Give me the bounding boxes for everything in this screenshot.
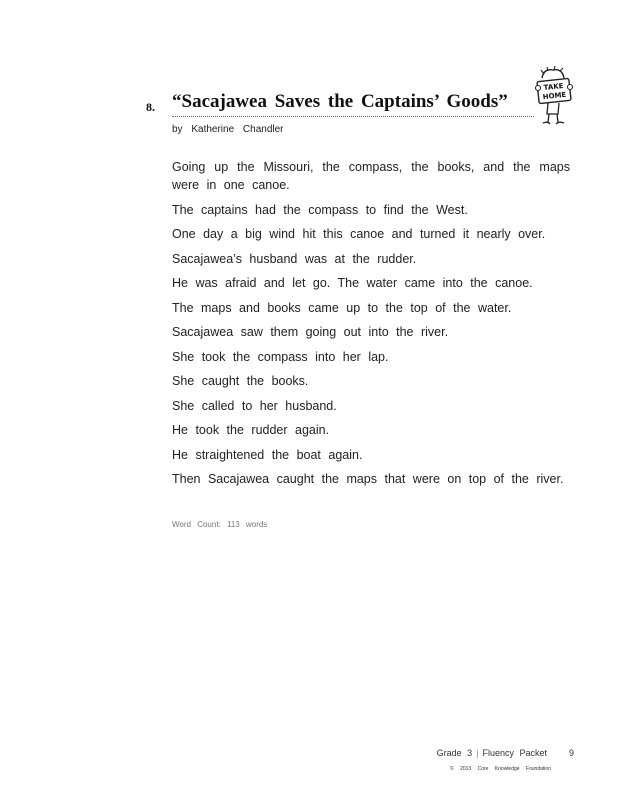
story-line: He took the rudder again. [172,423,330,437]
footer-separator: | [476,748,479,758]
footer-grade: Grade 3 [436,748,473,758]
story-line: She called to her husband. [172,398,337,413]
story-line: One day a big wind hit this canoe and turned it nearly over. [172,227,546,241]
page-number: 9 [568,748,574,758]
story-line: Going up the Missouri, the compass, the books, and the maps were in one canoe. [172,160,570,192]
word-count: Word Count: 113 words [172,520,268,529]
take-home-icon [530,66,576,128]
story-byline: by Katherine Chandler [172,124,284,135]
svg-text:HOME: HOME [542,90,567,102]
copyright-notice: © 2013 Core Knowledge Foundation [450,766,551,772]
story-line: The captains had the compass to find the West. [172,202,468,217]
footer-packet: Fluency Packet [482,748,547,758]
story-line: He straightened the boat again. [172,447,363,462]
story-line: Sacajawea’s husband was at the rudder. [172,251,417,266]
badge-text: TAKE [543,82,564,93]
story-line: The maps and books came up to the top of the water. [172,300,512,315]
story-title: “Sacajawea Saves the Captains’ Goods” [172,91,508,112]
story-line: He was afraid and let go. The water came into the canoe. [172,276,533,290]
story-text [172,158,570,488]
story-line: Then Sacajawea caught the maps that were on top of the river. [172,472,564,486]
title-underline [172,116,534,117]
story-line: Sacajawea saw them going out into the river. [172,325,449,339]
story-line: She took the compass into her lap. [172,349,389,364]
page-footer [437,748,574,758]
story-number: 8. [146,100,155,114]
story-line: She caught the books. [172,374,309,388]
